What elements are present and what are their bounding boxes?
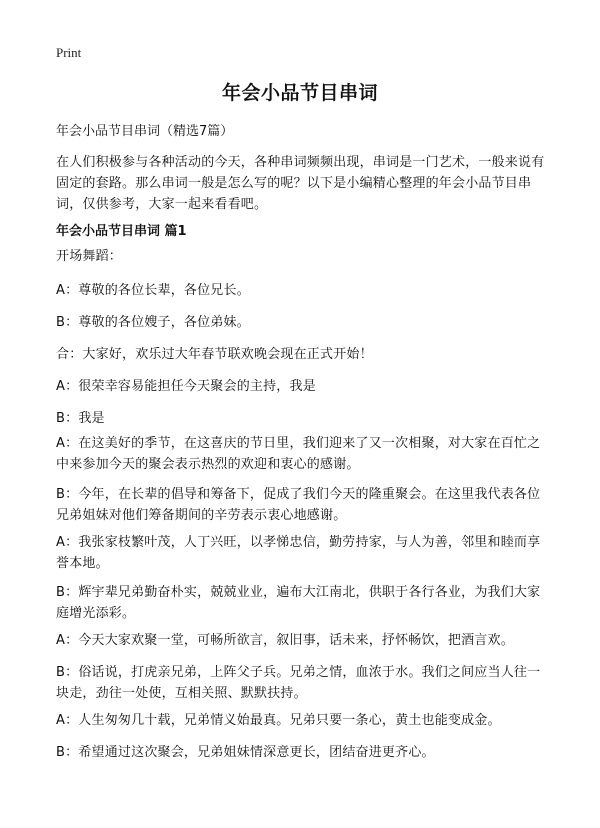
- paragraph: A：在这美好的季节，在这喜庆的节日里，我们迎来了又一次相聚，对大家在百忙之中来参加今天的聚会表示热烈的欢迎和衷心的感谢。: [56, 436, 541, 472]
- paragraph: B：希望通过这次聚会，兄弟姐妹情深意更长，团结奋进更齐心。: [56, 745, 435, 760]
- section-heading: 年会小品节目串词 篇1: [56, 224, 187, 239]
- paragraph: A：尊敬的各位长辈，各位兄长。: [56, 283, 250, 298]
- paragraph: A：很荣幸容易能担任今天聚会的主持，我是: [56, 379, 316, 394]
- paragraph: A：人生匆匆几十载，兄弟情义始最真。兄弟只要一条心，黄土也能变成金。: [56, 713, 501, 728]
- paragraph: 合：大家好，欢乐过大年春节联欢晚会现在正式开始！: [56, 347, 373, 362]
- paragraph: B：辉宇辈兄弟勤奋朴实，兢兢业业，遍布大江南北，供职于各行各业，为我们大家庭增光添彩。: [56, 585, 541, 621]
- paragraph: B：我是: [56, 411, 105, 426]
- intro-paragraph: 在人们积极参与各种活动的今天，各种串词频频出现，串词是一门艺术，一般来说有固定的套路。那么串词一般是怎么写的呢？以下是小编精心整理的年会小品节目串词，仅供参考，大家一起来看看吧。: [56, 155, 545, 212]
- paragraph: B：尊敬的各位嫂子，各位弟妹。: [56, 315, 250, 330]
- print-label[interactable]: Print: [56, 45, 82, 60]
- page-title: 年会小品节目串词: [221, 82, 378, 104]
- paragraph: B：今年，在长辈的倡导和筹备下，促成了我们今天的隆重聚会。在这里我代表各位兄弟姐妹对他们筹备期间的辛劳表示衷心地感谢。: [56, 487, 541, 523]
- paragraph: A：今天大家欢聚一堂，可畅所欲言，叙旧事，话未来，抒怀畅饮，把酒言欢。: [56, 633, 514, 648]
- document-subtitle: 年会小品节目串词（精选7篇）: [56, 124, 234, 139]
- paragraph: B：俗话说，打虎亲兄弟，上阵父子兵。兄弟之情，血浓于水。我们之间应当人往一块走，劲往一处使，互相关照、默默扶持。: [56, 665, 541, 701]
- paragraph: A：我张家枝繁叶茂，人丁兴旺，以孝悌忠信，勤劳持家，与人为善，邻里和睦而享誉本地。: [56, 535, 541, 571]
- paragraph: 开场舞蹈：: [56, 249, 123, 264]
